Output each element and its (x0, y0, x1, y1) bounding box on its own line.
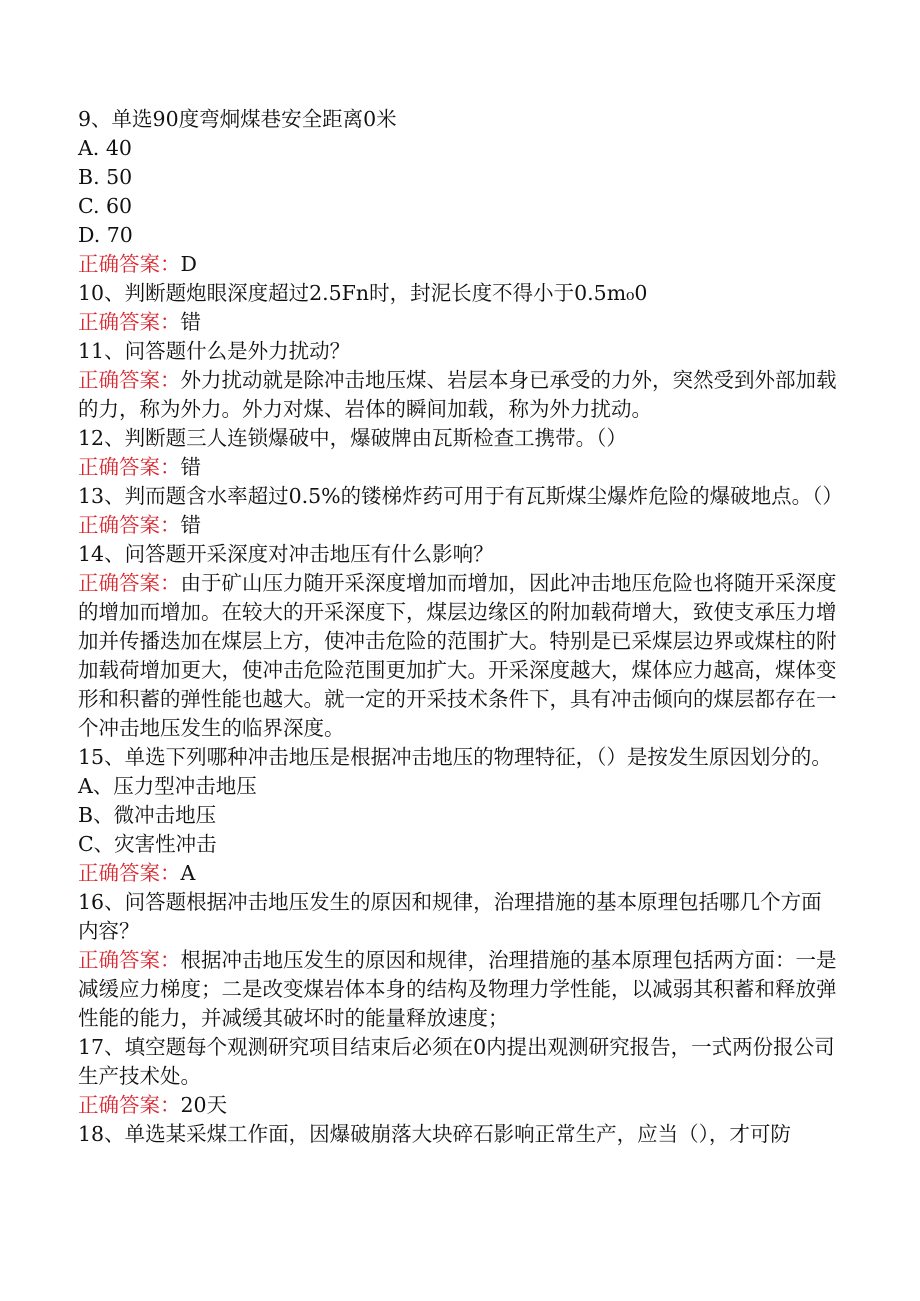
question-15 (78, 743, 840, 888)
question-13 (78, 482, 843, 540)
answer-line (78, 1091, 840, 1120)
question-16 (78, 888, 840, 1033)
answer-line (78, 250, 840, 279)
answer-text: 错 (180, 310, 201, 334)
answer-label: 正确答案： (78, 252, 181, 276)
question-title: 16、问答题根据冲击地压发生的原因和规律，治理措施的基本原理包括哪几个方面内容？ (78, 890, 822, 943)
option-d: D. 70 (78, 223, 133, 247)
question-12 (78, 424, 840, 482)
answer-text: 外力扰动就是除冲击地压煤、岩层本身已承受的力外，突然受到外部加载的力，称为外力。外力对煤、岩体的瞬间加载，称为外力扰动。 (78, 368, 837, 421)
question-10 (78, 279, 840, 337)
answer-label: 正确答案： (78, 948, 181, 972)
answer-line (78, 569, 840, 743)
answer-text: 20天 (180, 1093, 228, 1117)
answer-line (78, 946, 840, 1033)
question-title: 9、单选90度弯炯煤巷安全距离0米 (78, 107, 397, 131)
option-a: A. 40 (78, 136, 132, 160)
question-title: 13、判而题含水率超过0.5%的镂梯炸药可用于有瓦斯煤尘爆炸危险的爆破地点。（） (78, 484, 843, 508)
question-18 (78, 1120, 840, 1149)
option-a: A、压力型冲击地压 (78, 774, 257, 798)
answer-label: 正确答案： (78, 455, 181, 479)
answer-label: 正确答案： (78, 571, 181, 595)
answer-label: 正确答案： (78, 310, 181, 334)
answer-label: 正确答案： (78, 1093, 181, 1117)
answer-text: 错 (180, 455, 201, 479)
answer-line (78, 308, 840, 337)
document-page (78, 105, 843, 1149)
answer-line (78, 453, 840, 482)
question-9 (78, 105, 840, 279)
question-title: 12、判断题三人连锁爆破中，爆破牌由瓦斯检查工携带。（） (78, 426, 627, 450)
answer-label: 正确答案： (78, 368, 181, 392)
option-b: B、微冲击地压 (78, 803, 217, 827)
question-11 (78, 337, 840, 424)
question-title: 11、问答题什么是外力扰动？ (78, 339, 351, 363)
question-title: 15、单选下列哪种冲击地压是根据冲击地压的物理特征，（）是按发生原因划分的。 (78, 745, 832, 769)
answer-label: 正确答案： (78, 513, 181, 537)
question-title: 14、问答题开采深度对冲击地压有什么影响？ (78, 542, 494, 566)
answer-label: 正确答案： (78, 861, 181, 885)
question-title: 18、单选某采煤工作面，因爆破崩落大块碎石影响正常生产，应当（），才可防 (78, 1122, 791, 1146)
answer-line (78, 366, 840, 424)
answer-line (78, 859, 840, 888)
option-b: B. 50 (78, 165, 133, 189)
option-c: C. 60 (78, 194, 133, 218)
option-c: C、灾害性冲击 (78, 832, 217, 856)
question-title: 10、判断题炮眼深度超过2.5Fn时，封泥长度不得小于0.5m₀0 (78, 281, 648, 305)
answer-text: D (180, 252, 197, 276)
answer-text: 错 (180, 513, 201, 537)
question-title: 17、填空题每个观测研究项目结束后必须在0内提出观测研究报告，一式两份报公司生产技术处。 (78, 1035, 835, 1088)
question-17 (78, 1033, 840, 1120)
answer-line (78, 511, 840, 540)
answer-text: A (180, 861, 196, 885)
answer-text: 由于矿山压力随开采深度增加而增加，因此冲击地压危险也将随开采深度的增加而增加。在较大的开采深度下，煤层边缘区的附加载荷增大，致使支承压力增加并传播迭加在煤层上方，使冲击危险的范围扩大。特别是已采煤层边界或煤柱的附加载荷增加更大，使冲击危险范围更加扩大。开采深度越大，煤体应力越高，煤体变形和积蓄的弹性能也越大。就一定的开采技术条件下，具有冲击倾向的煤层都存在一个冲击地压发生的临界深度。 (78, 571, 837, 740)
answer-text: 根据冲击地压发生的原因和规律，治理措施的基本原理包括两方面：一是减缓应力梯度；二是改变煤岩体本身的结构及物理力学性能，以减弱其积蓄和释放弹性能的能力，并减缓其破坏时的能量释放速度； (78, 948, 837, 1030)
question-14 (78, 540, 840, 743)
